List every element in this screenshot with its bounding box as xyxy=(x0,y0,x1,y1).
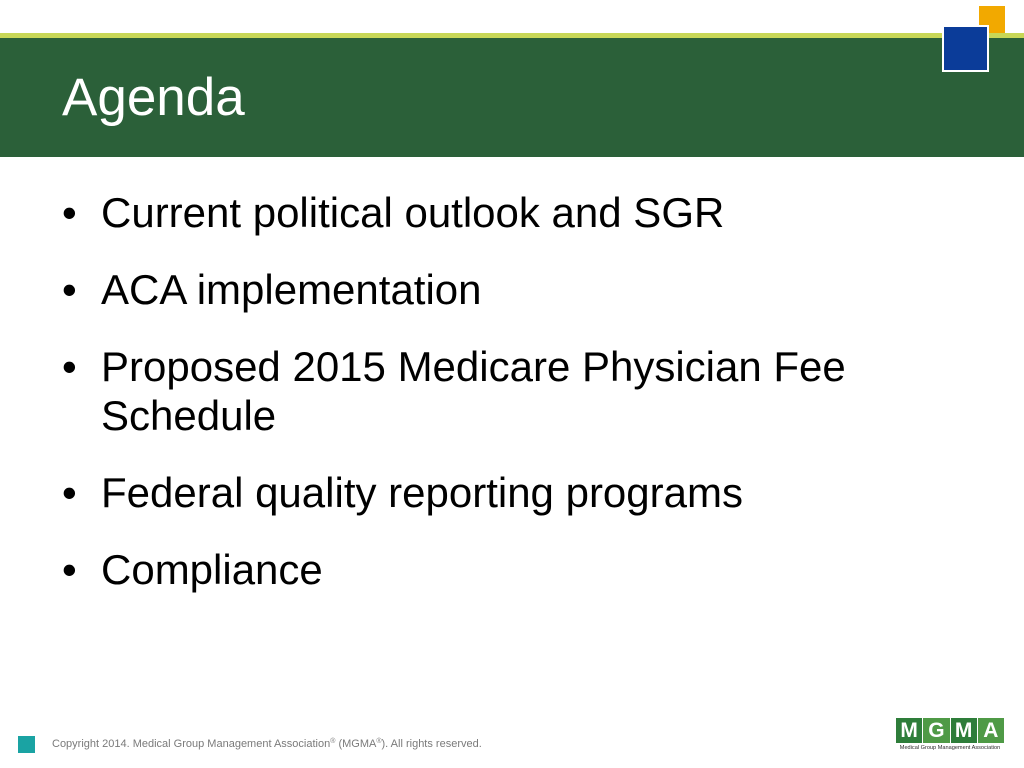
mgma-logo xyxy=(896,718,1004,752)
bullet-icon: • xyxy=(62,343,77,390)
agenda-item xyxy=(62,342,922,440)
copyright-part: ). All rights reserved. xyxy=(381,738,482,750)
registered-mark: ® xyxy=(376,738,382,745)
agenda-item xyxy=(62,188,922,237)
copyright-text xyxy=(52,738,482,751)
blue-accent-square xyxy=(944,27,987,70)
agenda-list xyxy=(62,188,922,622)
agenda-item-text: Compliance xyxy=(101,546,323,593)
copyright-part: (MGMA xyxy=(335,738,377,750)
copyright-part: Copyright 2014. Medical Group Management Association xyxy=(52,738,331,750)
slide-header xyxy=(0,38,1024,157)
agenda-item xyxy=(62,545,922,594)
bullet-icon: • xyxy=(62,469,77,516)
logo-letter-tile: G xyxy=(923,718,949,743)
bullet-icon: • xyxy=(62,546,77,593)
bullet-icon: • xyxy=(62,266,77,313)
agenda-item-text: Proposed 2015 Medicare Physician Fee Schedule xyxy=(101,343,846,439)
agenda-item-text: ACA implementation xyxy=(101,266,482,313)
agenda-item-text: Federal quality reporting programs xyxy=(101,469,743,516)
agenda-item xyxy=(62,468,922,517)
footer-teal-square xyxy=(18,736,35,753)
bullet-icon: • xyxy=(62,189,77,236)
registered-mark: ® xyxy=(330,738,336,745)
agenda-item xyxy=(62,265,922,314)
slide-title: Agenda xyxy=(62,68,245,127)
logo-tagline: Medical Group Management Association xyxy=(899,745,1001,751)
logo-letter-tile: M xyxy=(951,718,977,743)
logo-letter-tile: A xyxy=(978,718,1004,743)
logo-letter-tile: M xyxy=(896,718,922,743)
agenda-item-text: Current political outlook and SGR xyxy=(101,189,725,236)
logo-tiles xyxy=(896,718,1004,743)
